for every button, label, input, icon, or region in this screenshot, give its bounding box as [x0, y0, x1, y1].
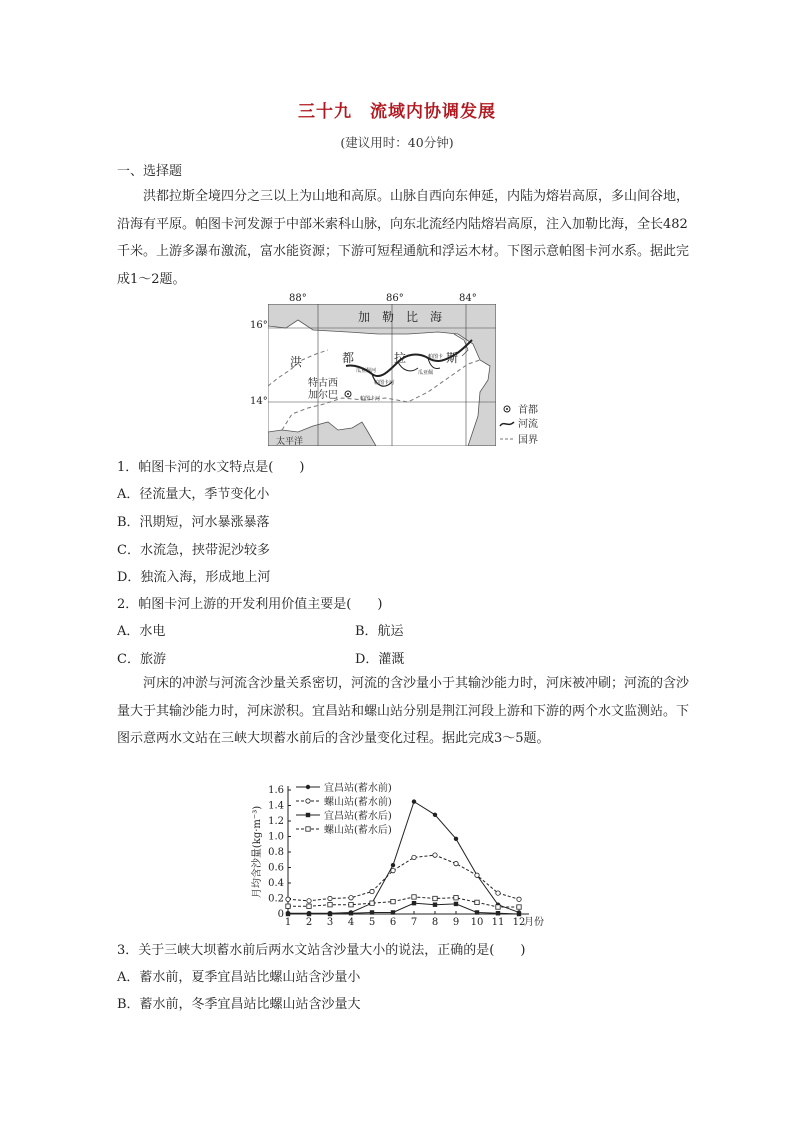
q3-stem: 3．关于三峡大坝蓄水前后两水文站含沙量大小的说法，正确的是( )	[117, 943, 526, 958]
data-point	[454, 861, 458, 865]
x-tick-label: 8	[431, 917, 439, 928]
q3-option-a: A．蓄水前，夏季宜昌站比螺山站含沙量小	[117, 970, 361, 985]
q2-option-c: C．旅游	[117, 652, 166, 667]
legend-border-label: 国界	[518, 435, 538, 446]
data-point	[306, 799, 310, 803]
data-point	[412, 901, 416, 905]
river-label-4: 帕图卡	[428, 354, 444, 360]
x-tick-label: 10	[470, 917, 484, 928]
data-point	[475, 900, 479, 904]
series-1	[286, 799, 521, 915]
data-point	[433, 813, 437, 817]
data-point	[306, 813, 310, 817]
ocean-label: 太平洋	[276, 437, 304, 446]
data-point	[517, 912, 521, 916]
data-point	[412, 799, 416, 803]
x-tick-label: 12	[512, 917, 526, 928]
x-tick-label: 1	[284, 917, 292, 928]
data-point	[370, 910, 374, 914]
map-legend-svg	[498, 402, 558, 448]
data-point	[391, 899, 395, 903]
q2-stem: 2．帕图卡河上游的开发利用价值主要是( )	[117, 597, 383, 612]
legend-river-label: 河流	[518, 419, 538, 430]
series-4	[286, 895, 521, 909]
country-char-4: 斯	[446, 351, 459, 365]
section-heading: 一、选择题	[117, 164, 183, 179]
series-line	[288, 855, 519, 901]
x-tick-label: 5	[368, 917, 376, 928]
data-point	[412, 855, 416, 859]
sediment-chart	[244, 781, 554, 929]
data-point	[412, 895, 416, 899]
y-tick-label: 0.8	[268, 847, 284, 858]
y-tick-label: 0	[277, 909, 284, 920]
data-point	[454, 902, 458, 906]
q2-option-a: A．水电	[117, 624, 166, 639]
series-line	[288, 897, 519, 907]
x-tick-label: 7	[410, 917, 418, 928]
x-tick-label: 11	[491, 917, 505, 928]
capital-label-2: 加尔巴	[308, 390, 338, 401]
country-char-2: 都	[342, 351, 355, 365]
q1-stem: 1．帕图卡河的水文特点是( )	[117, 460, 305, 475]
passage-1: 洪都拉斯全境四分之三以上为山地和高原。山脉自西向东伸延，内陆为熔岩高原，多山间谷地，沿海有平原。帕图卡河发源于中部米索科山脉，向东北流经内陆熔岩高原，注入加勒比海，全长482千米。上游多瀑布激流，富水能资源；下游可短程通航和浮运木材。下图示意帕图卡河水系。据此完成1～2题。	[117, 189, 690, 287]
data-point	[307, 904, 311, 908]
map-legend	[498, 402, 558, 448]
data-point	[454, 896, 458, 900]
time-suggestion: (建议用时：40分钟)	[340, 135, 454, 150]
q2-option-b: B．航运	[355, 624, 404, 639]
river-label-2: 帕图卡河	[374, 380, 395, 386]
data-point	[433, 853, 437, 857]
y-tick-label: 1.4	[268, 800, 284, 812]
data-point	[286, 897, 290, 901]
y-axis-label: 月均含沙量(kg·m⁻³)	[252, 805, 263, 899]
x-tick-label: 9	[452, 917, 460, 928]
legend-label: 螺山站(蓄水前)	[324, 797, 392, 808]
legend-label: 宜昌站(蓄水前)	[324, 783, 392, 794]
q3-option-b: B．蓄水前，冬季宜昌站比螺山站含沙量大	[117, 997, 361, 1012]
y-tick-label: 0.4	[268, 878, 284, 889]
map-lon-86: 86°	[386, 293, 404, 304]
y-tick-label: 1.0	[268, 831, 284, 843]
x-tick-label: 3	[326, 917, 334, 928]
data-point	[433, 896, 437, 900]
series-2	[286, 853, 521, 903]
data-point	[475, 910, 479, 914]
series-line	[288, 802, 519, 914]
x-tick-label: 4	[347, 917, 355, 928]
series-line	[288, 903, 519, 914]
data-point	[306, 785, 310, 789]
country-char-3: 拉	[394, 351, 407, 365]
x-tick-label: 6	[389, 917, 397, 928]
data-point	[391, 910, 395, 914]
legend-label: 宜昌站(蓄水后)	[324, 811, 392, 822]
data-point	[496, 911, 500, 915]
map-lon-88: 88°	[289, 293, 307, 304]
q1-option-d: D．独流入海，形成地上河	[117, 570, 271, 585]
legend-river-icon	[500, 422, 514, 426]
river-label-3: 瓜亚佩	[418, 370, 434, 376]
data-point	[496, 905, 500, 909]
capital-label-1: 特古西	[308, 378, 338, 389]
data-point	[286, 912, 290, 916]
data-point	[307, 912, 311, 916]
legend-capital-label: 首都	[518, 405, 538, 416]
page-title: 三十九 流域内协调发展	[298, 102, 496, 122]
x-tick-label: 2	[305, 917, 313, 928]
y-tick-label: 1.6	[268, 785, 284, 796]
q1-option-b: B．汛期短，河水暴涨暴落	[117, 515, 270, 530]
q1-option-a: A．径流量大，季节变化小	[117, 487, 270, 502]
map-svg	[268, 304, 496, 446]
data-point	[454, 837, 458, 841]
country-char-1: 洪	[290, 355, 303, 369]
map-lon-84: 84°	[459, 293, 477, 304]
legend-label: 螺山站(蓄水后)	[324, 825, 392, 836]
data-point	[475, 873, 479, 877]
passage-2: 河床的冲淤与河流含沙量关系密切，河流的含沙量小于其输沙能力时，河床被冲刷；河流的含沙量大于其输沙能力时，河床淤积。宜昌站和螺山站分别是荆江河段上游和下游的两个水文监测站。下图示意两水文站在三峡大坝蓄水前后的含沙量变化过程。据此完成3～5题。	[117, 676, 690, 746]
y-tick-label: 0.2	[268, 893, 284, 905]
sea-label: 加 勒 比 海	[358, 310, 443, 324]
data-point	[517, 905, 521, 909]
x-axis-label: 月份	[524, 917, 544, 928]
river-label-1: 瓜亚佩河	[356, 368, 377, 374]
data-point	[349, 903, 353, 907]
data-point	[328, 896, 332, 900]
q1-option-c: C．水流急，挟带泥沙较多	[117, 543, 270, 558]
data-point	[517, 897, 521, 901]
data-point	[370, 889, 374, 893]
data-point	[328, 912, 332, 916]
data-point	[349, 911, 353, 915]
data-point	[328, 903, 332, 907]
patuca-river-map	[268, 304, 496, 446]
data-point	[286, 904, 290, 908]
map-lat-14: 14°	[250, 396, 268, 407]
data-point	[391, 868, 395, 872]
data-point	[349, 896, 353, 900]
chart-svg	[244, 781, 554, 929]
q2-option-d: D．灌溉	[355, 652, 405, 667]
river-label-5: 帕图卡河	[360, 396, 381, 402]
y-tick-label: 0.6	[268, 862, 284, 874]
data-point	[433, 903, 437, 907]
y-tick-label: 1.2	[268, 816, 284, 827]
data-point	[307, 899, 311, 903]
data-point	[370, 901, 374, 905]
data-point	[306, 827, 310, 831]
map-lat-16: 16°	[250, 320, 268, 331]
data-point	[496, 891, 500, 895]
data-point	[391, 863, 395, 867]
